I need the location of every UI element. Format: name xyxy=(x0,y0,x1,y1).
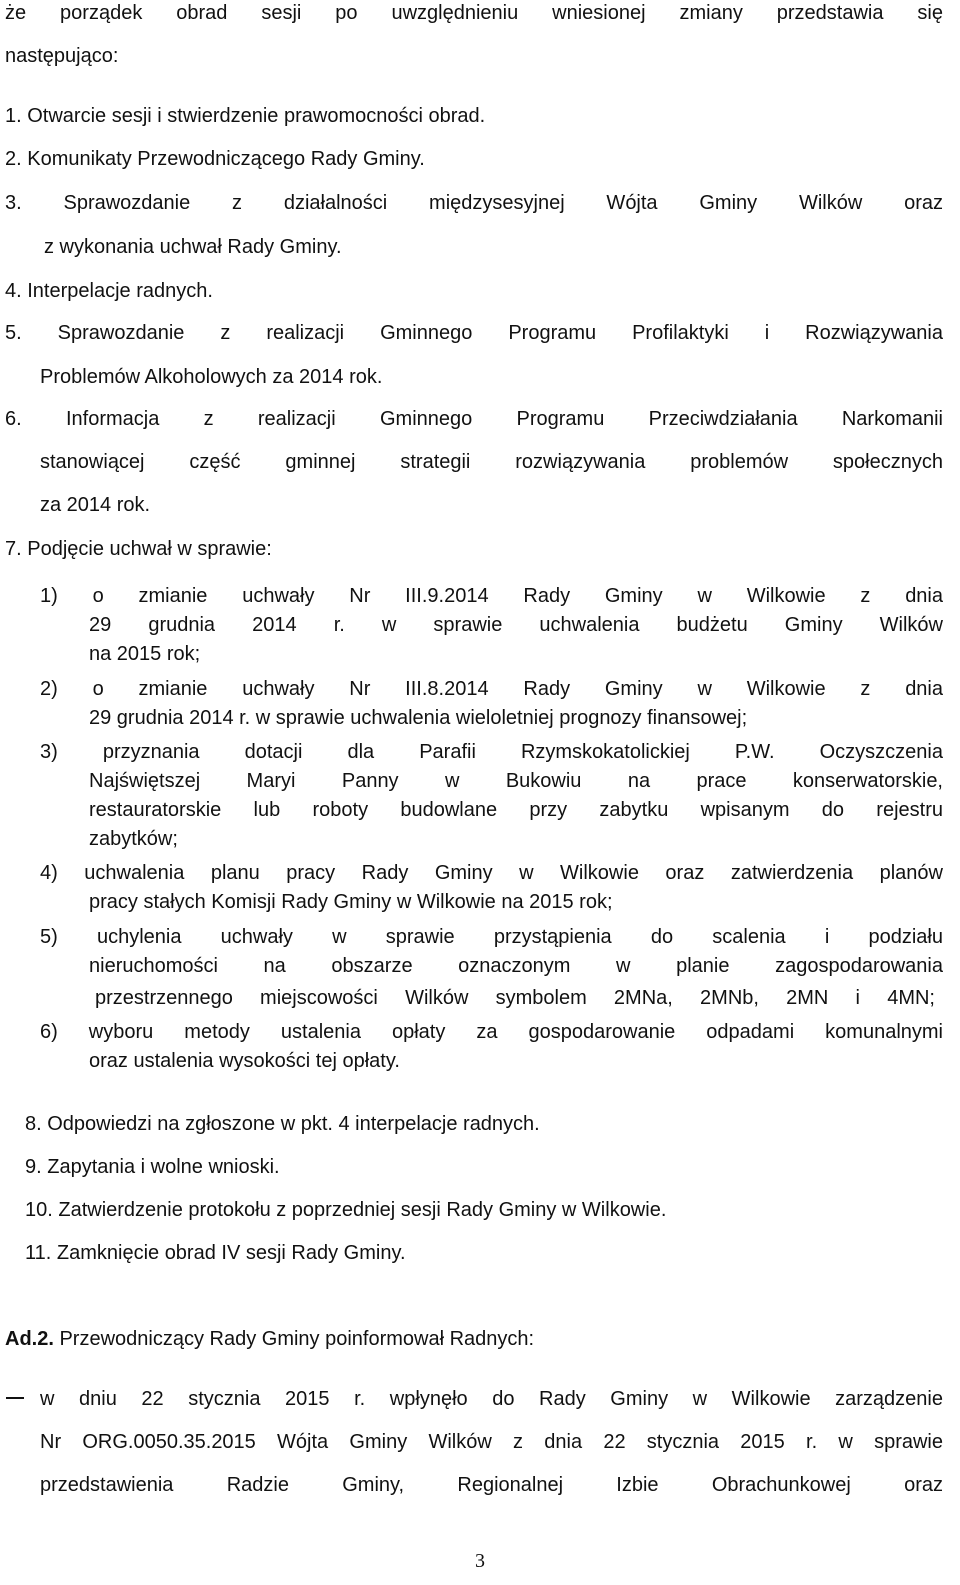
agenda-item-9: 9. Zapytania i wolne wnioski. xyxy=(25,1156,280,1178)
bullet-dash-icon xyxy=(6,1397,24,1399)
sub-item-5: 5) uchylenia uchwały w sprawie przystąpienia do scalenia i podziału xyxy=(40,926,943,948)
agenda-item-4: 4. Interpelacje radnych. xyxy=(5,280,213,302)
sub-item-4: 4) uchwalenia planu pracy Rady Gminy w Wilkowie oraz zatwierdzenia planów xyxy=(40,862,943,884)
agenda-item-8: 8. Odpowiedzi na zgłoszone w pkt. 4 interpelacje radnych. xyxy=(25,1113,540,1135)
sub-item-6-cont: oraz ustalenia wysokości tej opłaty. xyxy=(89,1050,400,1072)
ad2-label: Ad.2. xyxy=(5,1328,54,1350)
agenda-item-2: 2. Komunikaty Przewodniczącego Rady Gminy. xyxy=(5,148,425,170)
intro-line: następująco: xyxy=(5,45,119,67)
sub-item-1-cont: na 2015 rok; xyxy=(89,643,201,665)
sub-item-3-cont: Najświętszej Maryi Panny w Bukowiu na prace konserwatorskie, xyxy=(89,770,943,792)
sub-item-6: 6) wyboru metody ustalenia opłaty za gospodarowanie odpadami komunalnymi xyxy=(40,1021,943,1043)
page-number: 3 xyxy=(475,1550,485,1572)
agenda-item-7: 7. Podjęcie uchwał w sprawie: xyxy=(5,538,272,560)
sub-item-3: 3) przyznania dotacji dla Parafii Rzymskokatolickiej P.W. Oczyszczenia xyxy=(40,741,943,763)
agenda-item-6-cont: za 2014 rok. xyxy=(40,494,151,516)
agenda-item-10: 10. Zatwierdzenie protokołu z poprzedniej sesji Rady Gminy w Wilkowie. xyxy=(25,1199,667,1221)
agenda-item-11: 11. Zamknięcie obrad IV sesji Rady Gminy. xyxy=(25,1242,406,1264)
agenda-item-3: 3. Sprawozdanie z działalności międzysesyjnej Wójta Gminy Wilków oraz xyxy=(5,192,943,214)
ad2-bullet: w dniu 22 stycznia 2015 r. wpłynęło do Rady Gminy w Wilkowie zarządzenie xyxy=(40,1388,943,1410)
sub-item-4-cont: pracy stałych Komisji Rady Gminy w Wilkowie na 2015 rok; xyxy=(89,891,613,913)
sub-item-5-cont: nieruchomości na obszarze oznaczonym w planie zagospodarowania xyxy=(89,955,943,977)
intro-line: że porządek obrad sesji po uwzględnieniu wniesionej zmiany przedstawia się xyxy=(5,2,943,24)
ad2-bullet-cont: przedstawienia Radzie Gminy, Regionalnej Izbie Obrachunkowej oraz xyxy=(40,1474,943,1496)
sub-item-5-cont: przestrzennego miejscowości Wilków symbolem 2MNa, 2MNb, 2MN i 4MN; xyxy=(95,987,935,1009)
agenda-item-5: 5. Sprawozdanie z realizacji Gminnego Programu Profilaktyki i Rozwiązywania xyxy=(5,322,943,344)
agenda-item-1: 1. Otwarcie sesji i stwierdzenie prawomocności obrad. xyxy=(5,105,486,127)
sub-item-1-cont: 29 grudnia 2014 r. w sprawie uchwalenia budżetu Gminy Wilków xyxy=(89,614,943,636)
ad2-paragraph xyxy=(5,1328,534,1350)
sub-item-3-cont: restauratorskie lub roboty budowlane przy zabytku wpisanym do rejestru xyxy=(89,799,943,821)
sub-item-3-cont: zabytków; xyxy=(89,828,178,850)
agenda-item-6: 6. Informacja z realizacji Gminnego Programu Przeciwdziałania Narkomanii xyxy=(5,408,943,430)
agenda-item-6-cont: stanowiącej część gminnej strategii rozwiązywania problemów społecznych xyxy=(40,451,943,473)
sub-item-2-cont: 29 grudnia 2014 r. w sprawie uchwalenia wieloletniej prognozy finansowej; xyxy=(89,707,748,729)
ad2-bullet-cont: Nr ORG.0050.35.2015 Wójta Gminy Wilków z dnia 22 stycznia 2015 r. w sprawie xyxy=(40,1431,943,1453)
sub-item-1: 1) o zmianie uchwały Nr III.9.2014 Rady Gminy w Wilkowie z dnia xyxy=(40,585,943,607)
sub-item-2: 2) o zmianie uchwały Nr III.8.2014 Rady Gminy w Wilkowie z dnia xyxy=(40,678,943,700)
agenda-item-3-cont: z wykonania uchwał Rady Gminy. xyxy=(44,236,342,258)
ad2-text: Przewodniczący Rady Gminy poinformował Radnych: xyxy=(59,1328,535,1350)
agenda-item-5-cont: Problemów Alkoholowych za 2014 rok. xyxy=(40,366,383,388)
